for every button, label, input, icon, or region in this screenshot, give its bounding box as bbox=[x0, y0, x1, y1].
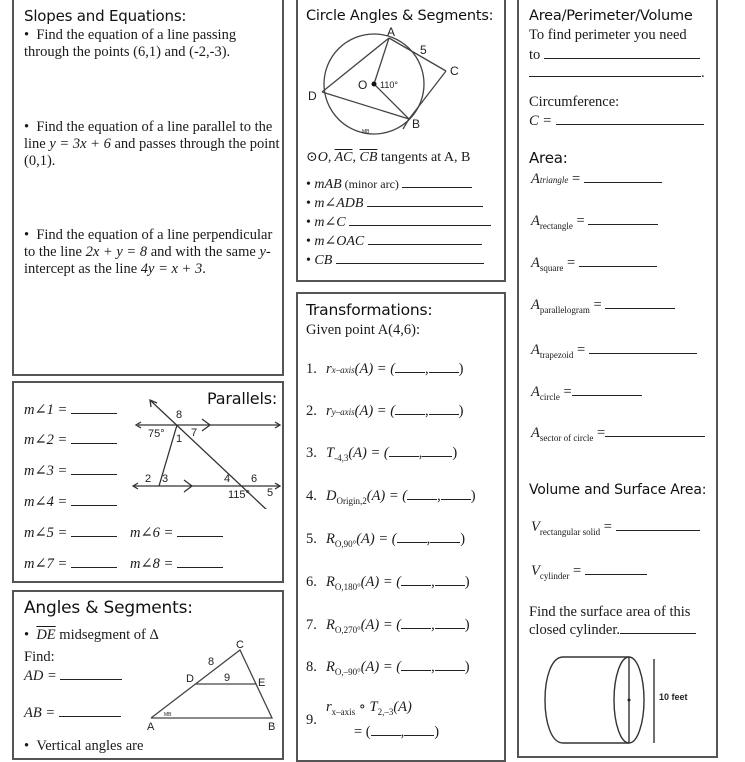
minor-arc-blank[interactable] bbox=[402, 175, 472, 188]
transform-7-y-blank[interactable] bbox=[435, 616, 465, 629]
transform-7-x-blank[interactable] bbox=[401, 616, 431, 629]
angle-oac-field: • m∠OAC bbox=[306, 232, 482, 250]
watermark: MB bbox=[362, 129, 370, 135]
circle-angles-panel bbox=[296, 0, 506, 282]
angle-4-blank[interactable] bbox=[71, 493, 117, 506]
angle-3-field: m∠3 = bbox=[24, 462, 117, 480]
angle-110: 110° bbox=[380, 80, 398, 90]
watermark: MB bbox=[164, 712, 172, 718]
angle-7-blank[interactable] bbox=[71, 555, 117, 568]
area-rectangle-field: $A_{rectangle}$ = bbox=[531, 212, 658, 235]
vertical-angles-bullet: • Vertical angles are bbox=[24, 738, 144, 754]
perimeter-line-2: . bbox=[529, 64, 705, 82]
area-square-blank[interactable] bbox=[579, 254, 657, 267]
vertex-d: D bbox=[186, 673, 194, 685]
label-8: 8 bbox=[176, 409, 183, 421]
transformations-panel bbox=[296, 292, 506, 762]
transform-9-x-blank[interactable] bbox=[371, 723, 401, 736]
area-sector-field: $A_{sector of circle}$ = bbox=[531, 424, 705, 447]
surface-area-question: Find the surface area of this closed cylinder. bbox=[529, 604, 714, 639]
transform-3-x-blank[interactable] bbox=[389, 444, 419, 457]
angles-segments-panel bbox=[12, 590, 284, 760]
find-label: Find: bbox=[24, 649, 55, 665]
perimeter-blank-1[interactable] bbox=[544, 46, 700, 59]
label-5: 5 bbox=[267, 487, 274, 499]
length-de: 9 bbox=[224, 672, 231, 684]
angle-5-blank[interactable] bbox=[71, 524, 117, 537]
given-point: Given point A(4,6): bbox=[306, 322, 420, 338]
triangle-midsegment-diagram bbox=[144, 640, 284, 732]
transform-7: 7. $R_{O,270^\circ}(A)$ = ( , ) bbox=[306, 617, 470, 635]
area-sector-blank[interactable] bbox=[605, 424, 705, 437]
transform-9-composition: $r_{x-axis}$ ∘ $T_{2,-3}(A)$ bbox=[326, 699, 412, 717]
transform-9-answer: = ( , ) bbox=[354, 724, 440, 740]
transform-5-x-blank[interactable] bbox=[397, 530, 427, 543]
volume-rect-solid-blank[interactable] bbox=[616, 518, 700, 531]
volume-rect-solid-field: $V_{rectangular solid}$ = bbox=[531, 518, 700, 541]
angle-oac-blank[interactable] bbox=[368, 232, 482, 245]
area-rectangle-blank[interactable] bbox=[588, 212, 658, 225]
transform-6: 6. $R_{O,180^\circ}(A)$ = ( , ) bbox=[306, 574, 470, 592]
label-1: 1 bbox=[176, 433, 183, 445]
slopes-heading: Slopes and Equations: bbox=[24, 7, 187, 25]
parallels-panel bbox=[12, 381, 284, 583]
transform-8: 8. $R_{O,-90^\circ}(A)$ = ( , ) bbox=[306, 659, 470, 677]
area-heading: Area/Perimeter/Volume bbox=[529, 8, 693, 24]
label-2: 2 bbox=[145, 473, 152, 485]
ab-blank[interactable] bbox=[59, 704, 121, 717]
transform-6-x-blank[interactable] bbox=[401, 573, 431, 586]
transform-1-x-blank[interactable] bbox=[395, 360, 425, 373]
angle-2-field: m∠2 = bbox=[24, 431, 117, 449]
circumference-field: C = bbox=[529, 112, 704, 130]
circle-tangent-diagram bbox=[304, 26, 474, 144]
length-ac: 5 bbox=[420, 43, 427, 57]
area-parallelogram-blank[interactable] bbox=[605, 296, 675, 309]
transform-9-number: 9. bbox=[306, 712, 317, 728]
vertex-e: E bbox=[258, 677, 266, 689]
slopes-question-2: • Find the equation of a line parallel to the line y = 3x + 6 and passes through the point (0,1). bbox=[24, 119, 280, 169]
angle-adb-blank[interactable] bbox=[367, 194, 483, 207]
label-115deg: 115° bbox=[228, 489, 250, 501]
transform-4: 4. $D_{Origin,2}(A)$ = ( , ) bbox=[306, 488, 476, 506]
angles-segments-heading: Angles & Segments: bbox=[24, 598, 193, 618]
transform-8-y-blank[interactable] bbox=[435, 658, 465, 671]
slopes-question-3: • Find the equation of a line perpendicular to the line 2x + y = 8 and with the same y-intercept as the line 4y = x + 3. bbox=[24, 227, 273, 277]
label-6: 6 bbox=[251, 473, 258, 485]
transform-5-y-blank[interactable] bbox=[430, 530, 460, 543]
ad-blank[interactable] bbox=[60, 667, 122, 680]
circle-given: ⊙O, $\overline{AC}$, $\overline{CB}$ tangents at A, B bbox=[306, 150, 471, 165]
area-trapezoid-field: $A_{trapezoid}$ = bbox=[531, 341, 697, 364]
label-3: 3 bbox=[162, 473, 169, 485]
transform-9-y-blank[interactable] bbox=[404, 723, 434, 736]
parallels-heading: Parallels: bbox=[207, 389, 278, 408]
cylinder-diagram bbox=[529, 655, 714, 745]
slopes-question-1: • Find the equation of a line passing through the points (6,1) and (-2,-3). bbox=[24, 27, 237, 60]
angle-1-blank[interactable] bbox=[71, 401, 117, 414]
area-triangle-field: Atriangle = bbox=[531, 170, 662, 189]
transform-6-y-blank[interactable] bbox=[435, 573, 465, 586]
area-parallelogram-field: $A_{parallelogram}$ = bbox=[531, 296, 675, 319]
transform-1: 1. rx–axis(A) = ( , ) bbox=[306, 361, 464, 377]
circle-heading: Circle Angles & Segments: bbox=[306, 8, 494, 24]
volume-heading: Volume and Surface Area: bbox=[529, 482, 707, 498]
ab-field: AB = bbox=[24, 704, 121, 722]
volume-cylinder-blank[interactable] bbox=[585, 562, 647, 575]
transform-3-y-blank[interactable] bbox=[422, 444, 452, 457]
length-dc: 8 bbox=[208, 656, 215, 668]
cb-blank[interactable] bbox=[336, 251, 484, 264]
angle-8-field: m∠8 = bbox=[130, 555, 223, 573]
point-d: D bbox=[308, 89, 317, 103]
angle-4-field: m∠4 = bbox=[24, 493, 117, 511]
angle-c-blank[interactable] bbox=[349, 213, 491, 226]
angle-5-field: m∠5 = bbox=[24, 524, 117, 542]
point-b: B bbox=[412, 117, 421, 131]
angle-c-field: • m∠C bbox=[306, 213, 491, 231]
cb-field: • CB bbox=[306, 251, 484, 269]
transform-2: 2. ry–axis(A) = ( , ) bbox=[306, 403, 464, 419]
perimeter-blank-2[interactable] bbox=[529, 64, 701, 77]
label-7: 7 bbox=[191, 427, 198, 439]
angle-6-blank[interactable] bbox=[177, 524, 223, 537]
circumference-blank[interactable] bbox=[556, 112, 704, 125]
area-perimeter-volume-panel bbox=[517, 0, 718, 758]
parallel-lines-diagram bbox=[132, 391, 284, 509]
transform-2-x-blank[interactable] bbox=[395, 402, 425, 415]
transformations-heading: Transformations: bbox=[306, 301, 433, 319]
minor-arc-field: • mAB (minor arc) bbox=[306, 175, 472, 193]
area-formulas-heading: Area: bbox=[529, 149, 568, 167]
ad-field: AD = bbox=[24, 667, 122, 685]
slopes-equations-panel bbox=[12, 0, 284, 376]
area-trapezoid-blank[interactable] bbox=[589, 341, 697, 354]
bullet: • bbox=[24, 27, 37, 43]
vertex-b: B bbox=[268, 721, 276, 732]
area-circle-blank[interactable] bbox=[572, 383, 642, 396]
label-75deg: 75° bbox=[148, 428, 165, 440]
surface-area-blank[interactable] bbox=[620, 621, 696, 634]
perimeter-prompt: To find perimeter you need bbox=[529, 27, 687, 43]
transform-5: 5. $R_{O,90^\circ}(A)$ = ( , ) bbox=[306, 531, 466, 549]
vertex-a: A bbox=[147, 721, 155, 732]
angle-adb-field: • m∠ADB bbox=[306, 194, 483, 212]
center-o: O bbox=[358, 78, 368, 92]
cylinder-height-label: 10 feet bbox=[659, 692, 688, 702]
transform-3: 3. $T_{-4,3}(A)$ = ( , ) bbox=[306, 445, 458, 463]
area-square-field: $A_{square}$ = bbox=[531, 254, 657, 277]
angle-3-blank[interactable] bbox=[71, 462, 117, 475]
area-triangle-blank[interactable] bbox=[584, 170, 662, 183]
area-circle-field: $A_{circle}$ = bbox=[531, 383, 642, 406]
transform-2-y-blank[interactable] bbox=[429, 402, 459, 415]
perimeter-to-field: to bbox=[529, 46, 700, 64]
angle-7-field: m∠7 = bbox=[24, 555, 117, 573]
transform-8-x-blank[interactable] bbox=[401, 658, 431, 671]
angle-8-blank[interactable] bbox=[177, 555, 223, 568]
point-c: C bbox=[450, 64, 459, 78]
transform-4-y-blank[interactable] bbox=[441, 487, 471, 500]
point-a: A bbox=[387, 26, 396, 39]
angle-2-blank[interactable] bbox=[71, 431, 117, 444]
angle-1-field: m∠1 = bbox=[24, 401, 117, 419]
transform-1-y-blank[interactable] bbox=[429, 360, 459, 373]
vertex-c: C bbox=[236, 640, 244, 651]
transform-4-x-blank[interactable] bbox=[407, 487, 437, 500]
label-4: 4 bbox=[224, 473, 231, 485]
volume-cylinder-field: $V_{cylinder}$ = bbox=[531, 562, 647, 585]
circumference-label: Circumference: bbox=[529, 94, 620, 110]
midsegment-bullet: • $\overline{DE}$ midsegment of Δ bbox=[24, 627, 159, 643]
angle-6-field: m∠6 = bbox=[130, 524, 223, 542]
